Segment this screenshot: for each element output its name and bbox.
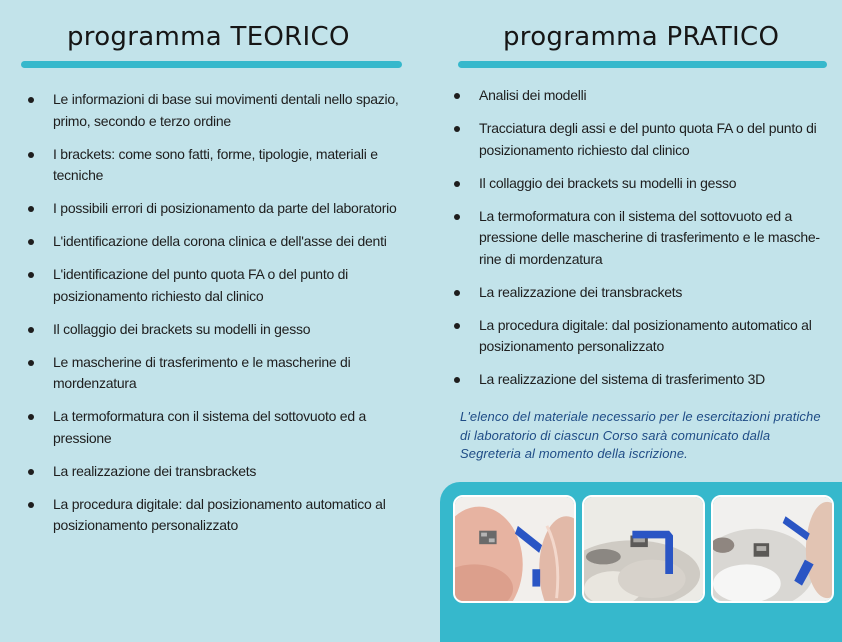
bracket-tooth-photo: [711, 495, 834, 603]
bullet-icon: [28, 152, 34, 158]
list-item: La realizzazione del sistema di trasferimento 3D: [451, 369, 821, 391]
theory-title-underline: [21, 61, 402, 68]
bullet-icon: [454, 290, 460, 296]
list-item: I possibili errori di posizionamento da parte del laboratorio: [25, 198, 405, 220]
bullet-icon: [28, 97, 34, 103]
list-item: Analisi dei modelli: [451, 85, 821, 107]
list-item: La procedura digitale: dal posizionamento automatico al posizionamento personalizzato: [451, 315, 821, 358]
practice-title: programma PRATICO: [503, 22, 780, 52]
bullet-icon: [28, 206, 34, 212]
list-item: Le informazioni di base sui movimenti dentali nello spazio, primo, secondo e terzo ordine: [25, 89, 405, 132]
theory-list: [25, 89, 405, 548]
bullet-icon: [28, 414, 34, 420]
bullet-icon: [454, 323, 460, 329]
list-item: L'identificazione del punto quota FA o del punto di posizionamento richiesto dal clinico: [25, 264, 405, 307]
bullet-icon: [454, 126, 460, 132]
list-item: La termoformatura con il sistema del sottovuoto ed a pressione delle mascherine di trasferimento e le masche-rine di mordenzatura: [451, 206, 821, 271]
bullet-icon: [28, 239, 34, 245]
list-item: La procedura digitale: dal posizionamento automatico al posizionamento personalizzato: [25, 494, 405, 537]
bullet-icon: [28, 327, 34, 333]
list-item: Il collaggio dei brackets su modelli in gesso: [25, 319, 405, 341]
bracket-model-photo: [582, 495, 705, 603]
list-item: La termoformatura con il sistema del sottovuoto ed a pressione: [25, 406, 405, 449]
bullet-icon: [28, 272, 34, 278]
list-item: Il collaggio dei brackets su modelli in gesso: [451, 173, 821, 195]
bullet-icon: [28, 502, 34, 508]
list-item: La realizzazione dei transbrackets: [25, 461, 405, 483]
practice-list: [451, 85, 821, 402]
practice-title-underline: [458, 61, 827, 68]
list-item: Tracciatura degli assi e del punto quota FA o del punto di posizionamento richiesto dal clinico: [451, 118, 821, 161]
list-item: Le mascherine di trasferimento e le mascherine di mordenzatura: [25, 352, 405, 395]
bullet-icon: [28, 360, 34, 366]
list-item: La realizzazione dei transbrackets: [451, 282, 821, 304]
list-item: I brackets: come sono fatti, forme, tipologie, materiali e tecniche: [25, 144, 405, 187]
bracket-fingers-photo: [453, 495, 576, 603]
bullet-icon: [454, 181, 460, 187]
bullet-icon: [454, 214, 460, 220]
bullet-icon: [454, 93, 460, 99]
materials-note: L'elenco del materiale necessario per le esercitazioni pratiche di laboratorio di ciascun Corso sarà comunicato dalla Segreteria al momento della iscrizione.: [460, 409, 821, 461]
bullet-icon: [454, 377, 460, 383]
list-item: L'identificazione della corona clinica e dell'asse dei denti: [25, 231, 405, 253]
bullet-icon: [28, 469, 34, 475]
theory-title: programma TEORICO: [67, 22, 350, 52]
